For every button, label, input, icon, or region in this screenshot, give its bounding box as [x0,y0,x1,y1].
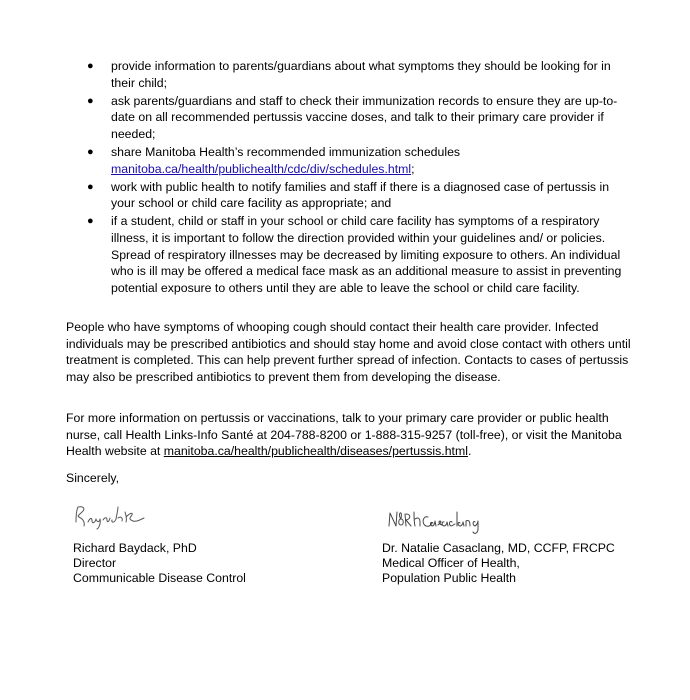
signatory-title: Director [73,555,117,570]
signatory-department: Population Public Health [382,570,516,585]
bullet-icon: ● [87,180,94,193]
more-info-paragraph: For more information on pertussis or vaccinations, talk to your primary care provider or public health nurse, call Health Links-Info Santé at 204-788-8200 or 1-888-315-9257 (toll-free), or visit the Manitoba Health website at manitoba.ca/health/publichealth/diseases/pertussis.html. [66,411,622,459]
list-item: ● if a student, child or staff in your school or child care facility has symptoms of a respiratory illness, it is important to follow the direction provided within your guidelines and/ or policies. Spread of respiratory illnesses may be decreased by limiting exposure to others. An individual who is ill may be offered a medical face mask as an additional measure to assist in preventing potential exposure to others until they are able to leave the school or child care facility. [87,214,622,295]
signatory-name: Dr. Natalie Casaclang, MD, CCFP, FRCPC [382,541,615,555]
bullet-icon: ● [87,215,94,228]
signature-casaclang [384,506,494,538]
list-item: ● ask parents/guardians and staff to check their immunization records to ensure they are up-to-date on all recommended pertussis vaccine doses, and talk to their primary care provider if needed; [87,93,618,141]
signatory-casaclang [382,541,615,585]
recommendation-list [84,58,632,298]
closing: Sincerely, [66,471,120,485]
symptoms-paragraph: People who have symptoms of whooping cough should contact their health care provider. Infected individuals may be prescribed antibiotics and should stay home and avoid close contact with others until treatment is completed. This can help prevent further spread of infection. Contacts to cases of pertussis may also be prescribed antibiotics to prevent them from developing the disease. [66,320,631,384]
signatory-department: Communicable Disease Control [73,570,246,585]
list-item: ● share Manitoba Health’s recommended immunization schedules manitoba.ca/health/publichealth/cdc/div/schedules.html; [87,144,461,176]
bullet-icon: ● [87,60,94,72]
list-item: ● work with public health to notify families and staff if there is a diagnosed case of pertussis in your school or child care facility as appropriate; and [87,179,610,211]
schedules-link[interactable]: manitoba.ca/health/publichealth/cdc/div/schedules.html [111,161,412,176]
pertussis-link[interactable]: manitoba.ca/health/publichealth/diseases/pertussis.html [163,444,468,459]
signatory-baydack [73,541,246,585]
signatory-name: Richard Baydack, PhD [73,541,197,555]
signatory-title: Medical Officer of Health, [382,555,520,570]
bullet-icon: ● [87,145,94,158]
bullet-icon: ● [87,94,94,107]
list-item: ● provide information to parents/guardians about what symptoms they should be looking for in their child; [87,59,611,90]
signature-baydack [70,500,150,532]
